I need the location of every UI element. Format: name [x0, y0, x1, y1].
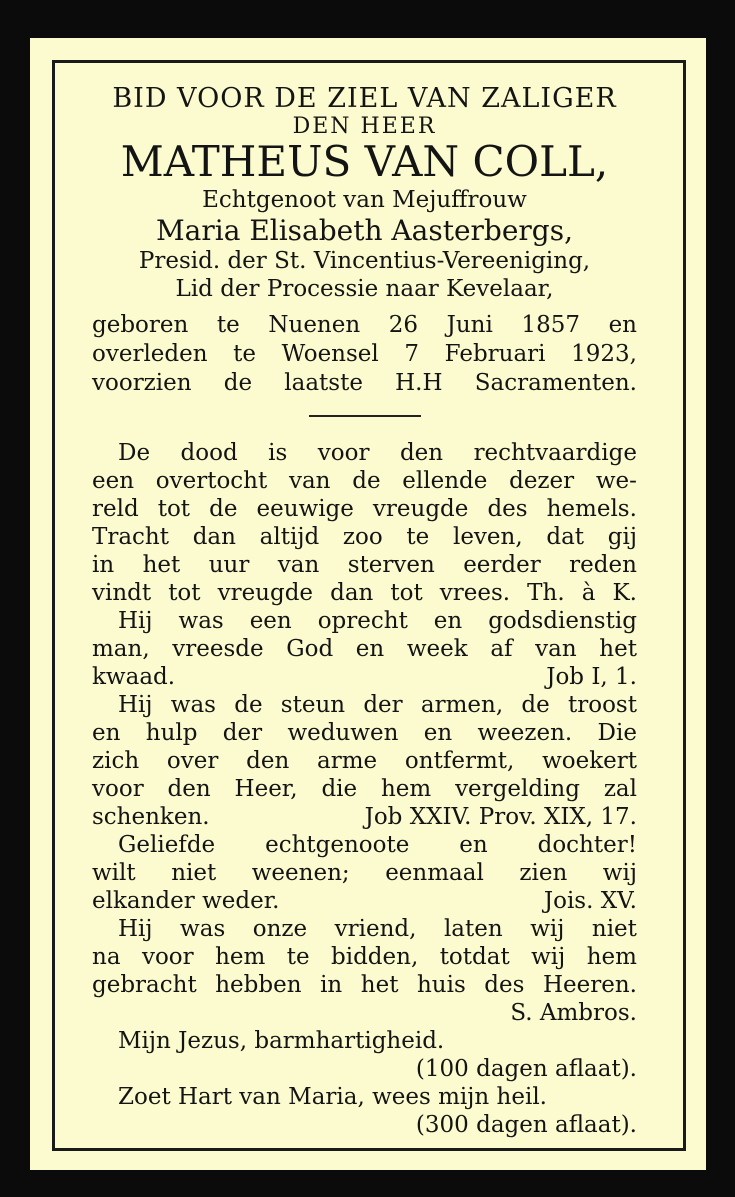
text-line: Hij was een oprecht en godsdienstig: [118, 608, 637, 634]
spouse-label: Echtgenoot van Mejuffrouw: [202, 187, 527, 213]
prayer-line: Mijn Jezus, barmhartigheid.: [118, 1028, 445, 1054]
indulgence-note: (300 dagen aflaat).: [415, 1112, 637, 1138]
text-line: wilt niet weenen; eenmaal zien wij: [92, 860, 637, 886]
birth-line-1: geboren te Nuenen 26 Juni 1857 en: [92, 312, 637, 338]
paragraph-2: [92, 607, 637, 691]
text-line: reld tot de eeuwige vreugde des hemels.: [92, 496, 637, 522]
prayers: [92, 1027, 637, 1139]
paragraph-3: [92, 691, 637, 831]
text-line: man, vreesde God en week af van het: [92, 636, 637, 662]
paragraph-4: [92, 831, 637, 915]
scripture-reference: S. Ambros.: [510, 1000, 637, 1026]
paragraph-5: [92, 915, 637, 1027]
text-line: en hulp der weduwen en weezen. Die: [92, 720, 637, 746]
header-line-2: DEN HEER: [292, 114, 437, 139]
role-line-2: Lid der Processie naar Kevelaar,: [175, 276, 554, 302]
text-line: De dood is voor den rechtvaardige: [118, 440, 637, 466]
text-line-with-reference: [92, 803, 637, 831]
deceased-name: MATHEUS VAN COLL,: [120, 137, 609, 186]
scripture-reference: Job XXIV. Prov. XIX, 17.: [364, 804, 637, 830]
divider: [309, 415, 421, 417]
text-line: Geliefde echtgenoote en dochter!: [118, 832, 637, 858]
text-line: gebracht hebben in het huis des Heeren.: [92, 972, 637, 998]
card-content: [92, 83, 637, 1139]
text-line-with-reference: [92, 887, 637, 915]
text-line: na voor hem te bidden, totdat wij hem: [92, 944, 637, 970]
text-line: vindt tot vreugde dan tot vrees. Th. à K.: [92, 580, 637, 606]
birth-line-3: voorzien de laatste H.H Sacramenten.: [92, 370, 637, 396]
memorial-text: [92, 439, 637, 1139]
paragraph-1: [92, 439, 637, 607]
indulgence-note: (100 dagen aflaat).: [415, 1056, 637, 1082]
text-line: Tracht dan altijd zoo te leven, dat gij: [92, 524, 637, 550]
prayer-line: Zoet Hart van Maria, wees mijn heil.: [118, 1084, 547, 1110]
role-line-1: Presid. der St. Vincentius-Vereeniging,: [138, 248, 591, 274]
birth-line-2: overleden te Woensel 7 Februari 1923,: [92, 341, 637, 367]
text-fragment: kwaad.: [92, 664, 176, 690]
memorial-card: [30, 38, 706, 1170]
scripture-reference: Job I, 1.: [546, 664, 637, 690]
text-line: Hij was de steun der armen, de troost: [118, 692, 637, 718]
text-line: voor den Heer, die hem vergelding zal: [92, 776, 637, 802]
spouse-name: Maria Elisabeth Aasterbergs,: [156, 214, 573, 247]
text-fragment: elkander weder.: [92, 888, 280, 914]
header-line-1: BID VOOR DE ZIEL VAN ZALIGER: [112, 83, 617, 114]
text-line-with-reference: [92, 663, 637, 691]
text-line: een overtocht van de ellende dezer we-: [92, 468, 637, 494]
birth-death-info: [92, 311, 637, 398]
text-fragment: schenken.: [92, 804, 210, 830]
text-line: Hij was onze vriend, laten wij niet: [118, 916, 637, 942]
text-line: in het uur van sterven eerder reden: [92, 552, 637, 578]
text-line: zich over den arme ontfermt, woekert: [92, 748, 637, 774]
scripture-reference: Jois. XV.: [543, 888, 637, 914]
